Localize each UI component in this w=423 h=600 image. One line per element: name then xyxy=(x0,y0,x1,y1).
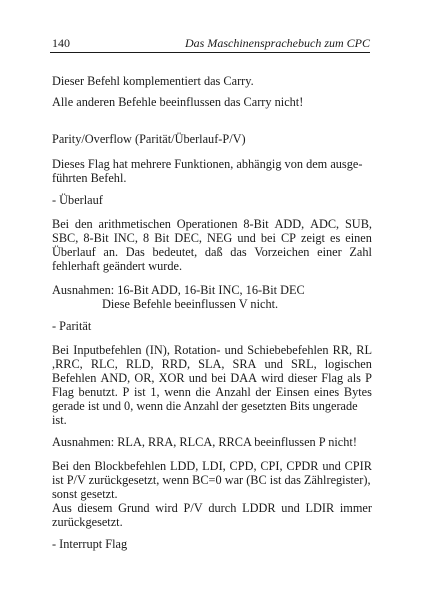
word: die xyxy=(195,385,211,399)
word: durch xyxy=(208,501,237,515)
book-title: Das Maschinensprachebuch zum CPC xyxy=(185,36,370,50)
word: Zahl xyxy=(349,245,372,259)
word: RL xyxy=(356,343,372,357)
text-line: Dieser Befehl komplementiert das Carry. xyxy=(52,74,254,88)
word: einer xyxy=(317,245,342,259)
word: Blockbefehlen xyxy=(94,459,167,473)
word: logischen xyxy=(324,357,372,371)
word: und xyxy=(237,231,256,245)
word: LDD, xyxy=(170,459,199,473)
word: Befehlen xyxy=(52,371,97,385)
subheading: - Parität xyxy=(52,319,92,333)
word: Vorzeichen xyxy=(254,245,310,259)
word: CPD, xyxy=(229,459,257,473)
word: CPIR xyxy=(344,459,372,473)
word: SRA xyxy=(232,357,257,371)
word: Bei xyxy=(52,343,70,357)
running-header xyxy=(50,36,370,53)
word: bedeutet, xyxy=(152,245,198,259)
word: immer xyxy=(339,501,372,515)
word: RR, xyxy=(332,343,353,357)
word: SRL, xyxy=(291,357,317,371)
justified-line xyxy=(52,218,372,230)
word: 1, xyxy=(150,385,160,399)
word: Inputbefehlen xyxy=(73,343,142,357)
text-line: Alle anderen Befehle beeinflussen das Carry nicht! xyxy=(52,95,304,109)
justified-line xyxy=(52,344,372,356)
word: und xyxy=(224,343,244,357)
text-line: zurückgesetzt. xyxy=(52,515,123,529)
word: RLC, xyxy=(90,357,118,371)
word: DEC, xyxy=(174,231,202,245)
word: daß xyxy=(204,245,223,259)
text-line: Dieses Flag hat mehrere Funktionen, abhängig von dem ausge- xyxy=(52,157,363,171)
word: als xyxy=(347,371,361,385)
word: Grund xyxy=(118,501,150,515)
word: und xyxy=(264,357,283,371)
word: ADD, xyxy=(274,217,305,231)
word: 8-Bit xyxy=(243,217,269,231)
word: P xyxy=(122,385,130,399)
word: den xyxy=(74,217,93,231)
word: LDI, xyxy=(202,459,226,473)
word: und xyxy=(281,501,300,515)
word: Bei xyxy=(52,459,70,473)
justified-line xyxy=(52,386,372,398)
text-line-indented: Diese Befehle beeinflussen V nicht. xyxy=(102,297,279,311)
word: das xyxy=(230,245,247,259)
word: Operationen xyxy=(176,217,238,231)
word: eines xyxy=(313,385,340,399)
subheading: - Interrupt Flag xyxy=(52,537,128,551)
word: XOR xyxy=(158,371,185,385)
word: Flag xyxy=(321,371,344,385)
word: CP xyxy=(280,231,296,245)
subheading: - Überlauf xyxy=(52,193,103,207)
justified-line xyxy=(52,502,372,514)
text-line: ist. xyxy=(52,413,67,427)
word: einen xyxy=(345,231,372,245)
word: SUB, xyxy=(344,217,372,231)
word: Bit xyxy=(154,231,170,245)
word: AND, xyxy=(100,371,131,385)
word: an. xyxy=(103,245,119,259)
word: RLD, xyxy=(125,357,154,371)
word: CPDR xyxy=(286,459,319,473)
word: wenn xyxy=(164,385,191,399)
word: und xyxy=(188,371,208,385)
justified-line xyxy=(52,232,372,244)
word: Schiebebefehlen xyxy=(247,343,329,357)
word: bei xyxy=(211,371,227,385)
word: 8-Bit xyxy=(83,231,109,245)
word: NEG xyxy=(207,231,233,245)
text-line: sonst gesetzt. xyxy=(52,487,118,501)
word: zeigt xyxy=(301,231,325,245)
text-line: führten Befehl. xyxy=(52,171,127,185)
word: Einsen xyxy=(275,385,310,399)
word: arithmetischen xyxy=(98,217,171,231)
word: Bei xyxy=(52,217,70,231)
word: SLA, xyxy=(198,357,225,371)
word: dieser xyxy=(287,371,318,385)
word: es xyxy=(329,231,341,245)
word: bei xyxy=(260,231,276,245)
word: LDDR xyxy=(242,501,276,515)
word: P xyxy=(365,371,372,385)
word: DAA xyxy=(230,371,258,385)
word: ADC, xyxy=(310,217,340,231)
word: Bytes xyxy=(343,385,372,399)
justified-line xyxy=(52,246,372,258)
justified-line xyxy=(52,460,372,472)
word: Aus xyxy=(52,501,72,515)
text-line: Ausnahmen: 16-Bit ADD, 16-Bit INC, 16-Bit DEC xyxy=(52,283,305,297)
word: INC, xyxy=(113,231,138,245)
word: ,RRC, xyxy=(52,357,83,371)
word: wird xyxy=(261,371,284,385)
word: ist xyxy=(134,385,146,399)
word: Flag xyxy=(52,385,74,399)
word: wird xyxy=(155,501,178,515)
word: Rotation- xyxy=(174,343,221,357)
justified-line xyxy=(52,358,372,370)
word: (IN), xyxy=(145,343,170,357)
page-number: 140 xyxy=(52,36,70,50)
word: diesem xyxy=(77,501,113,515)
section-heading: Parity/Overflow (Parität/Überlauf-P/V) xyxy=(52,132,246,146)
word: CPI, xyxy=(260,459,283,473)
word: OR, xyxy=(134,371,155,385)
word: 8 xyxy=(143,231,150,245)
word: Das xyxy=(125,245,145,259)
justified-line xyxy=(52,372,372,384)
text-line: Ausnahmen: RLA, RRA, RLCA, RRCA beeinflussen P nicht! xyxy=(52,435,357,449)
word: und xyxy=(322,459,341,473)
word: Überlauf xyxy=(52,245,96,259)
word: RRD, xyxy=(161,357,191,371)
word: den xyxy=(72,459,91,473)
word: Anzahl xyxy=(215,385,251,399)
text-line: ist P/V zurückgesetzt, wenn BC=0 war (BC ist das Zählregister), xyxy=(52,473,371,487)
text-line: gerade ist und 0, wenn die Anzahl der gesetzten Bits ungerade xyxy=(52,399,358,413)
word: benutzt. xyxy=(78,385,118,399)
word: LDIR xyxy=(305,501,335,515)
word: SBC, xyxy=(52,231,79,245)
word: der xyxy=(255,385,272,399)
text-line: fehlerhaft geändert wurde. xyxy=(52,259,183,273)
word: P/V xyxy=(183,501,203,515)
